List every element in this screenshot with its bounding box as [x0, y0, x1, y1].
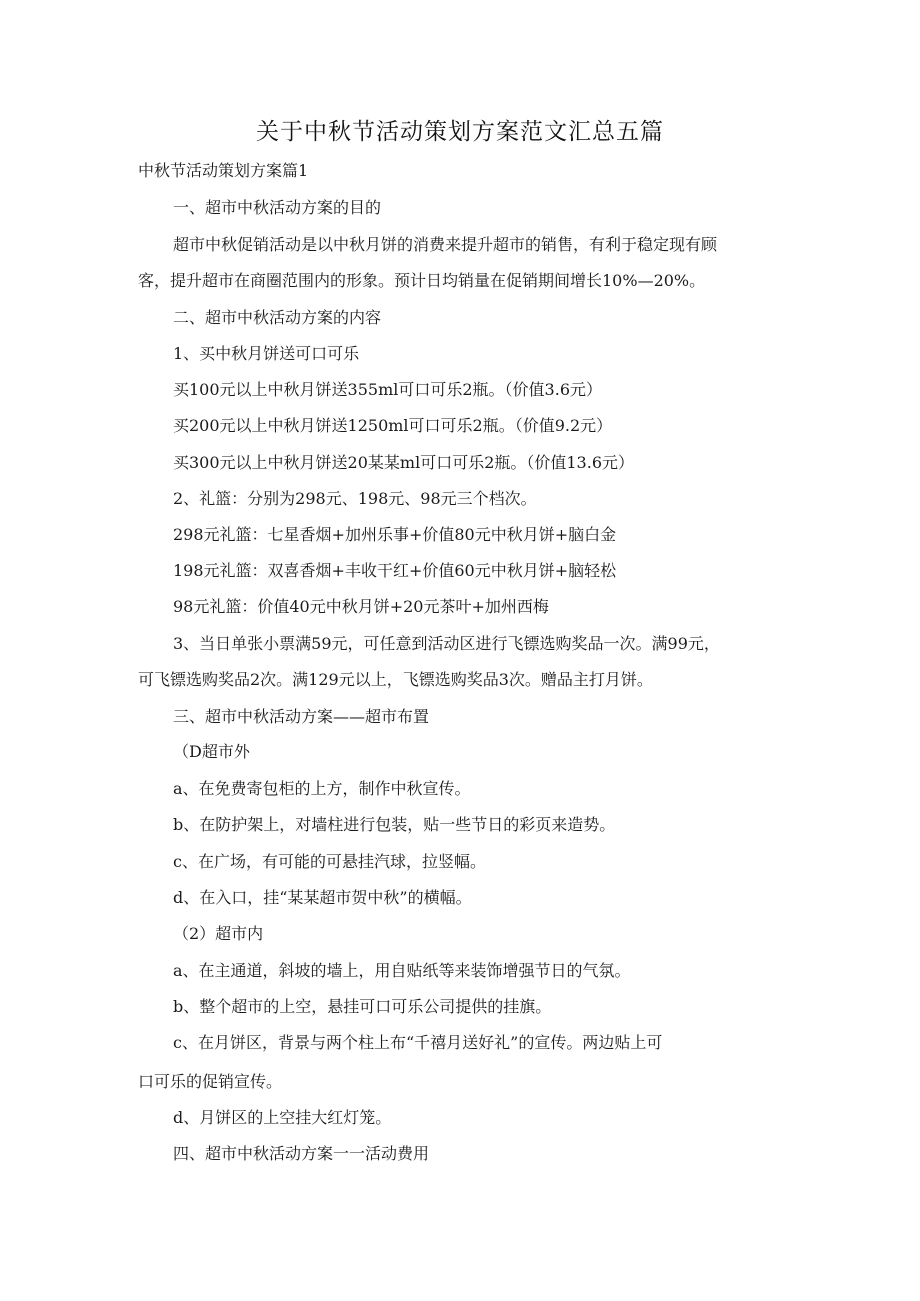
paragraph-line: 买300元以上中秋月饼送20某某ml可口可乐2瓶。（价值13.6元）	[173, 453, 634, 472]
paragraph-line: 98元礼篮：价值40元中秋月饼+20元茶叶+加州西梅	[173, 597, 549, 616]
paragraph-line: 198元礼篮：双喜香烟+丰收干红+价值60元中秋月饼+脑轻松	[173, 561, 617, 580]
paragraph-line: 可飞镖选购奖品2次。满129元以上，飞镖选购奖品3次。赠品主打月饼。	[138, 670, 653, 689]
paragraph-line: 口可乐的促销宣传。	[138, 1072, 283, 1091]
paragraph-line: a、在免费寄包柜的上方，制作中秋宣传。	[173, 779, 471, 798]
paragraph-line: 298元礼篮：七星香烟+加州乐事+价值80元中秋月饼+脑白金	[173, 525, 617, 544]
paragraph-line: 超市中秋促销活动是以中秋月饼的消费来提升超市的销售，有利于稳定现有顾	[173, 235, 718, 254]
paragraph-line: 3、当日单张小票满59元，可任意到活动区进行飞镖选购奖品一次。满99元，	[173, 634, 720, 653]
paragraph-line: c、在广场，有可能的可悬挂汽球，拉竖幅。	[173, 852, 486, 871]
paragraph-heading: 四、超市中秋活动方案一一活动费用	[173, 1144, 430, 1163]
paragraph-line: d、月饼区的上空挂大红灯笼。	[173, 1108, 392, 1127]
paragraph-line: d、在入口，挂“某某超市贺中秋”的横幅。	[173, 888, 472, 907]
paragraph-line: 买200元以上中秋月饼送1250ml可口可乐2瓶。（价值9.2元）	[173, 416, 613, 435]
paragraph-line: 客，提升超市在商圈范围内的形象。预计日均销量在促销期间增长10%—20%。	[138, 271, 706, 290]
paragraph-line: （2）超市内	[173, 924, 264, 943]
paragraph-line: 1、买中秋月饼送可口可乐	[173, 344, 360, 363]
paragraph-line: a、在主通道，斜坡的墙上，用自贴纸等来装饰增强节日的气氛。	[173, 961, 631, 980]
paragraph-line: c、在月饼区，背景与两个柱上布“千禧月送好礼”的宣传。两边贴上可	[173, 1033, 663, 1052]
paragraph-heading: 三、超市中秋活动方案——超市布置	[173, 707, 430, 726]
document-title: 关于中秋节活动策划方案范文汇总五篇	[256, 119, 664, 145]
paragraph-line: 2、礼篮：分别为298元、198元、98元三个档次。	[173, 489, 537, 508]
paragraph-line: b、在防护架上，对墙柱进行包装，贴一些节日的彩页来造势。	[173, 815, 616, 834]
paragraph-line: 买100元以上中秋月饼送355ml可口可乐2瓶。（价值3.6元）	[173, 380, 602, 399]
paragraph-line: b、整个超市的上空，悬挂可口可乐公司提供的挂旗。	[173, 997, 552, 1016]
paragraph-line: （D超市外	[173, 742, 250, 761]
paragraph-heading: 一、超市中秋活动方案的目的	[173, 198, 382, 217]
section-heading: 中秋节活动策划方案篇1	[138, 161, 309, 180]
paragraph-heading: 二、超市中秋活动方案的内容	[173, 308, 382, 327]
